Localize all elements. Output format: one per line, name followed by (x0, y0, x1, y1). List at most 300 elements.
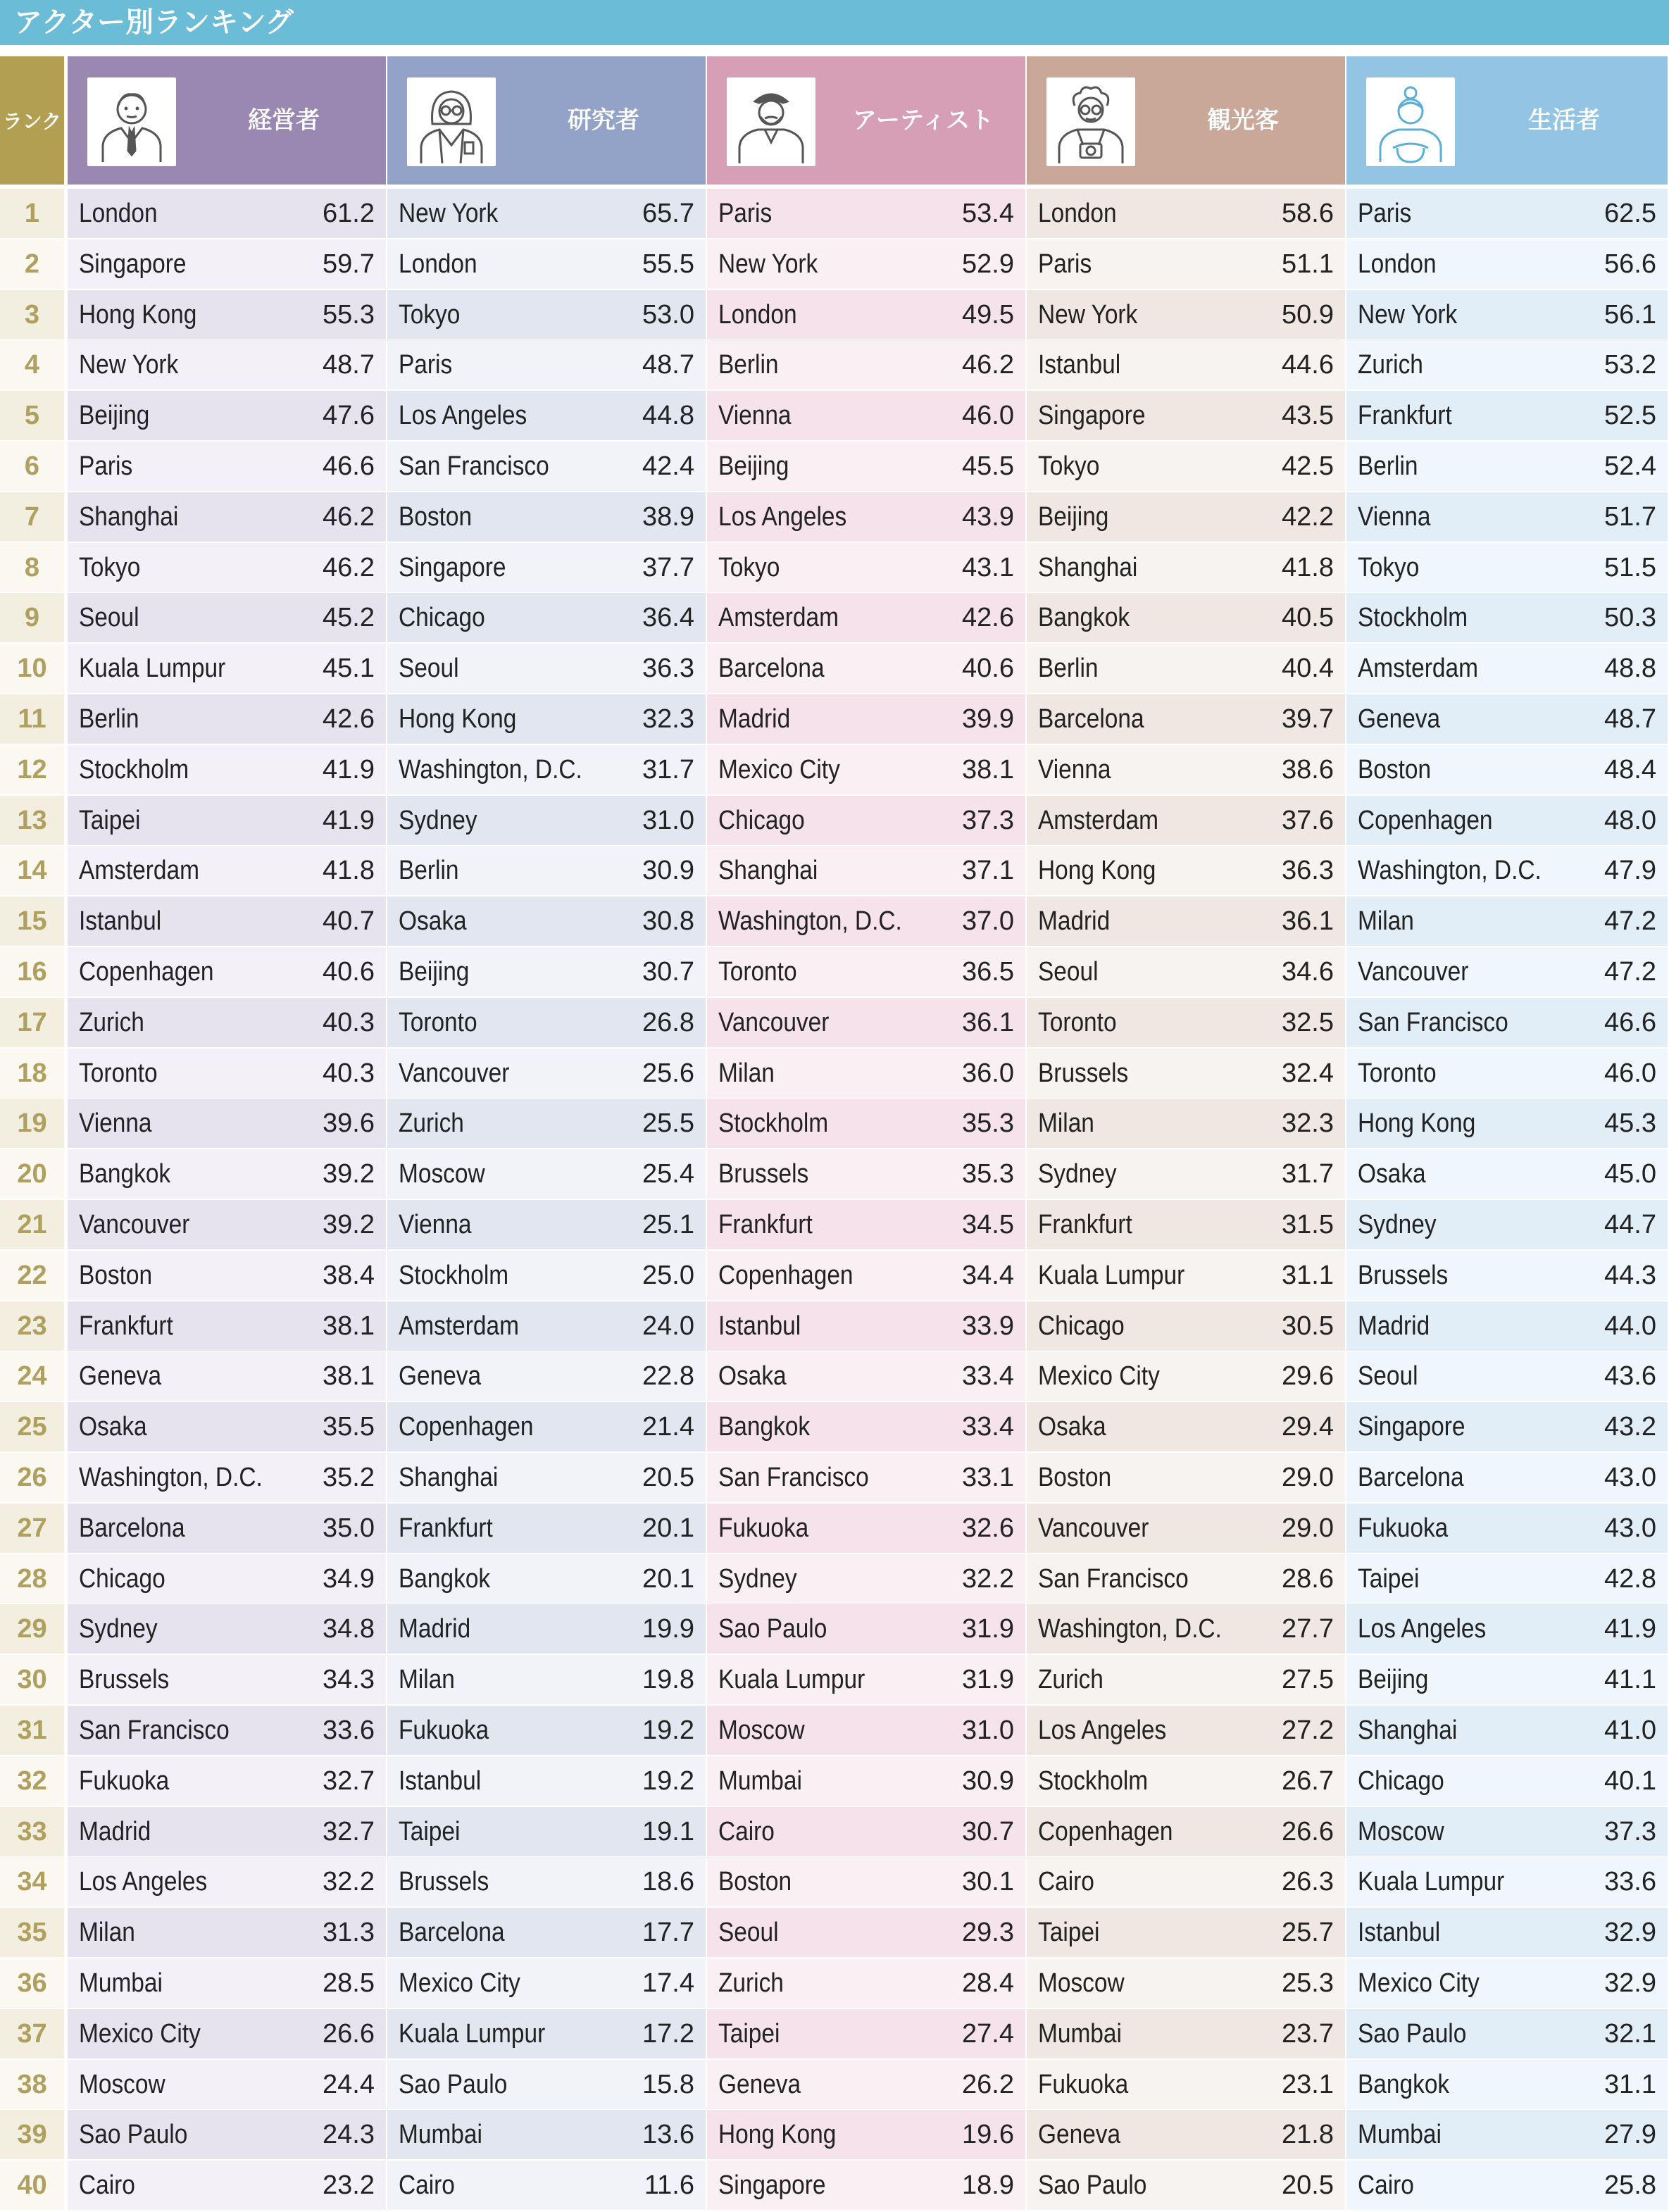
city-name: Mumbai (1038, 2019, 1122, 2049)
table-cell (1346, 1351, 1668, 1401)
city-name: Bangkok (79, 1159, 171, 1189)
score-value: 31.0 (962, 1716, 1014, 1745)
table-cell (707, 1049, 1025, 1098)
city-name: San Francisco (79, 1716, 230, 1745)
table-cell (707, 1604, 1025, 1654)
table-cell (707, 2009, 1025, 2058)
table-cell (1027, 1706, 1345, 1755)
resident-icon (1366, 77, 1455, 166)
city-name: Washington, D.C. (399, 755, 582, 785)
score-value: 38.1 (323, 1361, 375, 1391)
table-cell (1027, 290, 1345, 339)
table-cell (1027, 947, 1345, 996)
score-value: 25.0 (642, 1261, 694, 1290)
table-cell (1346, 189, 1668, 238)
city-name: Brussels (399, 1867, 489, 1897)
city-name: Stockholm (718, 1108, 829, 1138)
city-name: Amsterdam (399, 1311, 519, 1341)
table-cell (68, 239, 386, 289)
table-cell (1027, 492, 1345, 542)
table-cell (1346, 694, 1668, 744)
table-cell (1346, 1251, 1668, 1300)
table-cell (1346, 239, 1668, 289)
score-value: 20.5 (642, 1463, 694, 1492)
table-cell (68, 694, 386, 744)
score-value: 51.7 (1604, 502, 1656, 532)
city-name: Vancouver (718, 1008, 830, 1037)
city-name: Seoul (79, 603, 139, 632)
table-cell (1027, 593, 1345, 642)
rank-number: 32 (0, 1756, 64, 1806)
rank-number: 17 (0, 998, 64, 1047)
score-value: 33.6 (323, 1716, 375, 1745)
table-cell (1346, 745, 1668, 794)
city-name: Stockholm (399, 1261, 509, 1290)
table-cell (68, 1099, 386, 1148)
score-value: 26.3 (1282, 1867, 1334, 1897)
city-name: London (718, 300, 797, 330)
city-name: Sydney (1038, 1159, 1117, 1189)
rank-number: 28 (0, 1554, 64, 1604)
score-value: 32.2 (323, 1867, 375, 1897)
rank-number: 33 (0, 1807, 64, 1856)
city-name: Moscow (1038, 1968, 1125, 1998)
city-name: Los Angeles (79, 1867, 208, 1897)
table-cell (1027, 340, 1345, 389)
city-name: Osaka (399, 906, 467, 936)
city-name: Istanbul (1038, 350, 1121, 380)
page-title: アクター別ランキング (14, 6, 294, 39)
table-cell (1027, 1099, 1345, 1148)
score-value: 32.3 (642, 704, 694, 734)
city-name: Frankfurt (1038, 1210, 1132, 1239)
table-cell (1346, 947, 1668, 996)
score-value: 44.7 (1604, 1210, 1656, 1239)
score-value: 17.7 (642, 1918, 694, 1947)
table-cell (68, 998, 386, 1047)
score-value: 27.9 (1604, 2120, 1656, 2149)
score-value: 13.6 (642, 2120, 694, 2149)
table-cell (1346, 1453, 1668, 1502)
rank-number: 14 (0, 846, 64, 895)
table-cell (1346, 391, 1668, 440)
score-value: 42.4 (642, 451, 694, 481)
table-cell (1346, 1655, 1668, 1704)
city-name: London (1358, 249, 1437, 279)
table-cell (707, 694, 1025, 744)
table-cell (1346, 644, 1668, 693)
score-value: 46.0 (962, 401, 1014, 430)
table-cell (68, 2009, 386, 2058)
title-bar (0, 0, 1669, 45)
city-name: Washington, D.C. (79, 1463, 263, 1492)
table-cell (707, 442, 1025, 491)
score-value: 25.1 (642, 1210, 694, 1239)
city-name: Vancouver (79, 1210, 190, 1239)
city-name: Mumbai (399, 2120, 482, 2149)
score-value: 35.0 (323, 1513, 375, 1543)
table-cell (387, 2110, 706, 2159)
score-value: 36.1 (962, 1008, 1014, 1037)
table-cell (707, 1706, 1025, 1755)
city-name: Boston (718, 1867, 792, 1897)
city-name: Sydney (399, 806, 477, 835)
score-value: 47.6 (323, 401, 375, 430)
city-name: Copenhagen (1358, 806, 1493, 835)
table-cell (1027, 1857, 1345, 1906)
city-name: New York (1038, 300, 1138, 330)
city-name: Bangkok (1358, 2070, 1450, 2099)
rank-number: 18 (0, 1049, 64, 1098)
city-name: Washington, D.C. (718, 906, 902, 936)
score-value: 15.8 (642, 2070, 694, 2099)
city-name: Toronto (79, 1058, 158, 1088)
city-name: Tokyo (718, 553, 780, 582)
column-label: 研究者 (568, 106, 639, 135)
city-name: Seoul (1358, 1361, 1418, 1391)
score-value: 32.4 (1282, 1058, 1334, 1088)
table-cell (707, 239, 1025, 289)
city-name: Frankfurt (399, 1513, 493, 1543)
table-cell (68, 947, 386, 996)
score-value: 32.3 (1282, 1108, 1334, 1138)
city-name: Fukuoka (399, 1716, 489, 1745)
city-name: Sao Paulo (1038, 2170, 1147, 2200)
table-cell (387, 2009, 706, 2058)
score-value: 35.2 (323, 1463, 375, 1492)
score-value: 34.9 (323, 1564, 375, 1594)
rank-number: 22 (0, 1251, 64, 1300)
city-name: Vienna (1038, 755, 1111, 785)
researcher-icon (407, 77, 496, 166)
table-cell (68, 391, 386, 440)
table-cell (68, 1604, 386, 1654)
score-value: 45.1 (323, 654, 375, 683)
table-cell (68, 2161, 386, 2210)
table-cell (707, 492, 1025, 542)
score-value: 32.7 (323, 1766, 375, 1796)
score-value: 37.7 (642, 553, 694, 582)
city-name: Taipei (1358, 1564, 1420, 1594)
table-cell (1027, 442, 1345, 491)
score-value: 25.7 (1282, 1918, 1334, 1947)
score-value: 43.0 (1604, 1513, 1656, 1543)
score-value: 27.5 (1282, 1665, 1334, 1694)
score-value: 50.9 (1282, 300, 1334, 330)
city-name: Madrid (718, 704, 791, 734)
city-name: Moscow (1358, 1817, 1444, 1847)
score-value: 25.6 (642, 1058, 694, 1088)
city-name: Cairo (718, 1817, 775, 1847)
city-name: Singapore (1038, 401, 1146, 430)
city-name: Boston (1038, 1463, 1112, 1492)
table-cell (387, 290, 706, 339)
table-cell (68, 1807, 386, 1856)
table-cell (387, 1453, 706, 1502)
table-cell (387, 239, 706, 289)
score-value: 48.8 (1604, 654, 1656, 683)
city-name: Toronto (399, 1008, 477, 1037)
score-value: 62.5 (1604, 199, 1656, 228)
table-cell (1027, 1604, 1345, 1654)
score-value: 21.8 (1282, 2120, 1334, 2149)
score-value: 48.7 (323, 350, 375, 380)
city-name: Geneva (79, 1361, 162, 1391)
table-cell (387, 1402, 706, 1451)
score-value: 31.9 (962, 1665, 1014, 1694)
score-value: 50.3 (1604, 603, 1656, 632)
table-cell (1027, 1504, 1345, 1553)
table-cell (1346, 2060, 1668, 2109)
table-cell (707, 745, 1025, 794)
score-value: 56.1 (1604, 300, 1656, 330)
city-name: Stockholm (79, 755, 189, 785)
city-name: Seoul (399, 654, 459, 683)
city-name: Bangkok (399, 1564, 491, 1594)
city-name: Singapore (718, 2170, 826, 2200)
table-cell (387, 1149, 706, 1199)
tourist-icon (1046, 77, 1135, 166)
table-cell (68, 644, 386, 693)
score-value: 17.2 (642, 2019, 694, 2049)
city-name: Singapore (399, 553, 506, 582)
score-value: 53.2 (1604, 350, 1656, 380)
table-cell (1346, 2009, 1668, 2058)
city-name: Istanbul (79, 906, 162, 936)
score-value: 25.8 (1604, 2170, 1656, 2200)
table-cell (1027, 1756, 1345, 1806)
rank-number: 23 (0, 1301, 64, 1351)
table-cell (1346, 796, 1668, 845)
table-cell (387, 1554, 706, 1604)
score-value: 44.8 (642, 401, 694, 430)
score-value: 32.9 (1604, 1918, 1656, 1947)
table-cell (68, 290, 386, 339)
rank-header: ランク (0, 56, 64, 185)
score-value: 43.5 (1282, 401, 1334, 430)
city-name: Shanghai (1358, 1716, 1458, 1745)
rank-number: 21 (0, 1200, 64, 1249)
city-name: Cairo (399, 2170, 455, 2200)
rank-number: 35 (0, 1908, 64, 1957)
city-name: Istanbul (1358, 1918, 1441, 1947)
score-value: 40.6 (323, 957, 375, 987)
city-name: Stockholm (1358, 603, 1468, 632)
city-name: Copenhagen (79, 957, 214, 987)
city-name: Taipei (718, 2019, 780, 2049)
city-name: Shanghai (79, 502, 179, 532)
score-value: 24.4 (323, 2070, 375, 2099)
score-value: 30.9 (962, 1766, 1014, 1796)
score-value: 47.9 (1604, 856, 1656, 885)
table-cell (68, 1504, 386, 1553)
table-cell (68, 340, 386, 389)
score-value: 30.5 (1282, 1311, 1334, 1341)
table-cell (68, 1351, 386, 1401)
rank-number: 27 (0, 1504, 64, 1553)
column-header-researcher (387, 56, 706, 185)
table-cell (1027, 644, 1345, 693)
city-name: Sao Paulo (79, 2120, 188, 2149)
city-name: Beijing (79, 401, 150, 430)
score-value: 26.2 (962, 2070, 1014, 2099)
table-cell (1027, 1402, 1345, 1451)
score-value: 47.2 (1604, 957, 1656, 987)
city-name: New York (1358, 300, 1458, 330)
table-cell (707, 1251, 1025, 1300)
score-value: 37.0 (962, 906, 1014, 936)
city-name: Moscow (79, 2070, 165, 2099)
city-name: Fukuoka (718, 1513, 809, 1543)
score-value: 17.4 (642, 1968, 694, 1998)
rank-number: 16 (0, 947, 64, 996)
score-value: 42.5 (1282, 451, 1334, 481)
table-cell (68, 796, 386, 845)
table-cell (387, 1049, 706, 1098)
table-cell (1346, 1604, 1668, 1654)
city-name: Mumbai (718, 1766, 802, 1796)
score-value: 44.0 (1604, 1311, 1656, 1341)
score-value: 58.6 (1282, 199, 1334, 228)
table-cell (387, 1706, 706, 1755)
city-name: Los Angeles (718, 502, 847, 532)
table-cell (387, 745, 706, 794)
city-name: Los Angeles (1038, 1716, 1167, 1745)
city-name: Geneva (1038, 2120, 1121, 2149)
score-value: 65.7 (642, 199, 694, 228)
table-cell (707, 644, 1025, 693)
table-cell (68, 593, 386, 642)
city-name: Hong Kong (399, 704, 517, 734)
score-value: 30.7 (642, 957, 694, 987)
rank-number: 13 (0, 796, 64, 845)
city-name: Frankfurt (718, 1210, 813, 1239)
table-cell (387, 2060, 706, 2109)
score-value: 31.0 (642, 806, 694, 835)
table-cell (68, 745, 386, 794)
table-cell (707, 543, 1025, 592)
city-name: Mexico City (399, 1968, 520, 1998)
column-label: 生活者 (1528, 106, 1600, 135)
city-name: San Francisco (718, 1463, 869, 1492)
score-value: 36.0 (962, 1058, 1014, 1088)
table-cell (1346, 1554, 1668, 1604)
table-cell (1027, 1958, 1345, 2008)
score-value: 32.2 (962, 1564, 1014, 1594)
rank-number: 7 (0, 492, 64, 542)
table-cell (1027, 998, 1345, 1047)
score-value: 40.7 (323, 906, 375, 936)
score-value: 45.2 (323, 603, 375, 632)
score-value: 39.2 (323, 1210, 375, 1239)
city-name: Paris (1358, 199, 1412, 228)
table-cell (387, 593, 706, 642)
score-value: 51.5 (1604, 553, 1656, 582)
score-value: 41.9 (1604, 1614, 1656, 1644)
score-value: 39.7 (1282, 704, 1334, 734)
table-cell (707, 290, 1025, 339)
table-cell (387, 1857, 706, 1906)
table-cell (387, 1504, 706, 1553)
score-value: 27.2 (1282, 1716, 1334, 1745)
city-name: Vancouver (1038, 1513, 1149, 1543)
table-cell (68, 442, 386, 491)
table-cell (1027, 1301, 1345, 1351)
score-value: 22.8 (642, 1361, 694, 1391)
score-value: 31.1 (1604, 2070, 1656, 2099)
table-cell (1346, 1908, 1668, 1957)
score-value: 19.2 (642, 1766, 694, 1796)
table-cell (387, 1099, 706, 1148)
table-cell (1346, 1402, 1668, 1451)
score-value: 46.6 (1604, 1008, 1656, 1037)
score-value: 39.6 (323, 1108, 375, 1138)
city-name: Madrid (79, 1817, 151, 1847)
score-value: 37.3 (962, 806, 1014, 835)
score-value: 55.3 (323, 300, 375, 330)
score-value: 34.3 (323, 1665, 375, 1694)
score-value: 42.6 (323, 704, 375, 734)
city-name: Mexico City (718, 755, 840, 785)
artist-icon (727, 77, 815, 166)
table-cell (1027, 1049, 1345, 1098)
score-value: 24.0 (642, 1311, 694, 1341)
score-value: 18.9 (962, 2170, 1014, 2200)
score-value: 38.6 (1282, 755, 1334, 785)
column-label: 観光客 (1207, 106, 1279, 135)
score-value: 46.2 (323, 502, 375, 532)
city-name: Zurich (1358, 350, 1423, 380)
score-value: 32.7 (323, 1817, 375, 1847)
table-cell (1027, 391, 1345, 440)
city-name: Milan (79, 1918, 135, 1947)
score-value: 44.6 (1282, 350, 1334, 380)
score-value: 23.1 (1282, 2070, 1334, 2099)
score-value: 46.2 (323, 553, 375, 582)
table-cell (387, 846, 706, 895)
city-name: Berlin (1038, 654, 1099, 683)
score-value: 52.4 (1604, 451, 1656, 481)
city-name: Singapore (1358, 1412, 1465, 1442)
score-value: 30.7 (962, 1817, 1014, 1847)
table-cell (1346, 340, 1668, 389)
city-name: Amsterdam (1038, 806, 1158, 835)
table-cell (707, 2060, 1025, 2109)
table-cell (707, 1857, 1025, 1906)
score-value: 53.0 (642, 300, 694, 330)
table-cell (68, 896, 386, 946)
city-name: London (399, 249, 477, 279)
score-value: 38.1 (962, 755, 1014, 785)
table-cell (68, 1200, 386, 1249)
table-cell (387, 998, 706, 1047)
rank-number: 31 (0, 1706, 64, 1755)
table-cell (707, 2110, 1025, 2159)
city-name: Shanghai (399, 1463, 499, 1492)
table-cell (707, 846, 1025, 895)
city-name: Tokyo (79, 553, 141, 582)
table-cell (1346, 1149, 1668, 1199)
city-name: Hong Kong (1358, 1108, 1476, 1138)
table-cell (707, 1807, 1025, 1856)
column-label: 経営者 (248, 106, 320, 135)
score-value: 25.3 (1282, 1968, 1334, 1998)
score-value: 59.7 (323, 249, 375, 279)
score-value: 25.4 (642, 1159, 694, 1189)
table-cell (68, 543, 386, 592)
table-cell (387, 1908, 706, 1957)
city-name: New York (399, 199, 499, 228)
